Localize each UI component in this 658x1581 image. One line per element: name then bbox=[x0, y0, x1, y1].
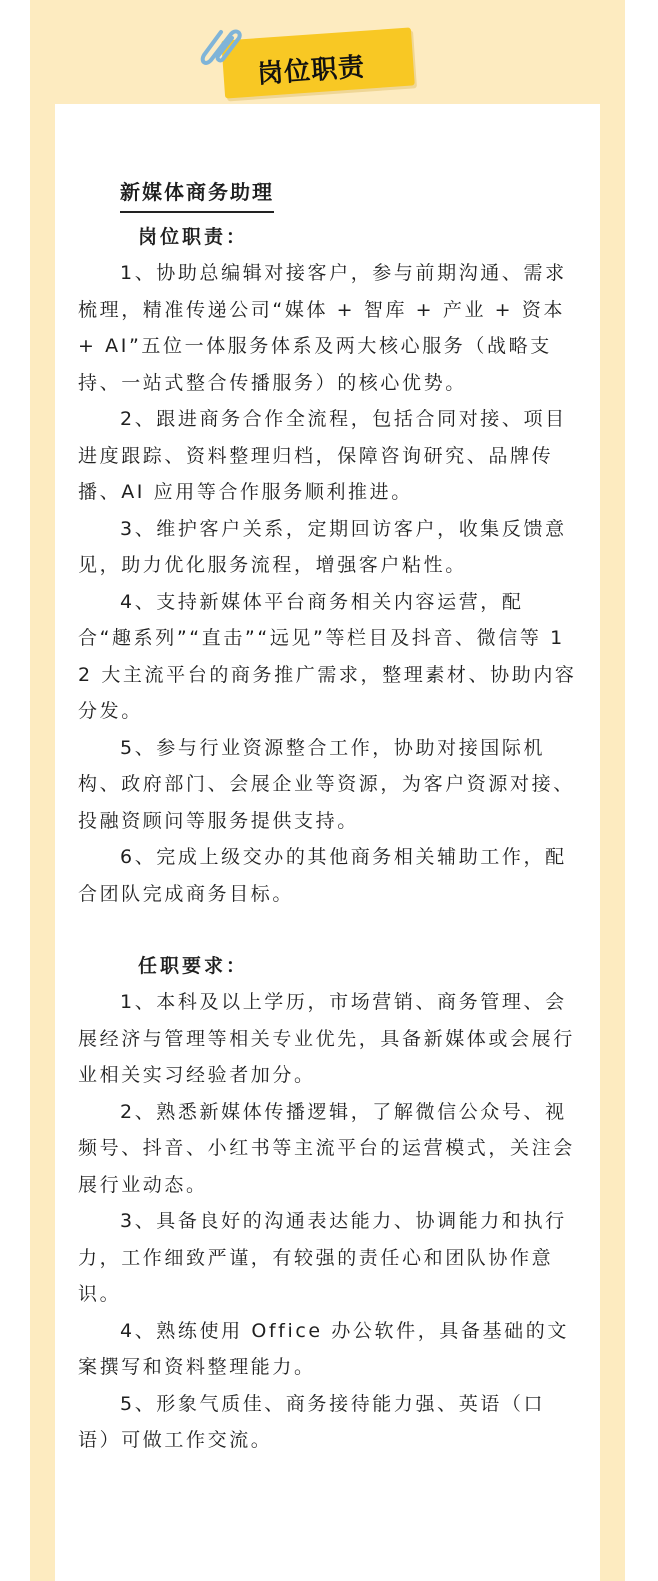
duty-item: 3、维护客户关系，定期回访客户，收集反馈意见，助力优化服务流程，增强客户粘性。 bbox=[78, 517, 567, 576]
paperclip-icon bbox=[197, 20, 249, 72]
requirement-item: 3、具备良好的沟通表达能力、协调能力和执行力，工作细致严谨，有较强的责任心和团队协作意识。 bbox=[78, 1210, 567, 1305]
badge-label: 岗位职责 bbox=[256, 52, 367, 90]
duty-item: 1、协助总编辑对接客户，参与前期沟通、需求梳理，精准传递公司“媒体 + 智库 + 产业 + 资本 + AI”五位一体服务体系及两大核心服务（战略支持、一站式整合传播服务）的核心优势。 bbox=[78, 262, 567, 394]
job-description bbox=[78, 176, 578, 1459]
duty-item: 5、参与行业资源整合工作，协助对接国际机构、政府部门、会展企业等资源，为客户资源对接、投融资顾问等服务提供支持。 bbox=[78, 736, 575, 832]
requirement-item: 2、熟悉新媒体传播逻辑，了解微信公众号、视频号、抖音、小红书等主流平台的运营模式，关注会展行业动态。 bbox=[78, 1100, 575, 1196]
requirement-item: 5、形象气质佳、商务接待能力强、英语（口语）可做工作交流。 bbox=[78, 1392, 546, 1451]
requirement-item: 4、熟练使用 Office 办公软件，具备基础的文案撰写和资料整理能力。 bbox=[78, 1319, 569, 1378]
duties-heading: 岗位职责： bbox=[138, 226, 249, 248]
job-title: 新媒体商务助理 bbox=[120, 176, 274, 213]
requirement-item: 1、本科及以上学历，市场营销、商务管理、会展经济与管理等相关专业优先，具备新媒体或会展行业相关实习经验者加分。 bbox=[78, 991, 575, 1086]
duty-item: 4、支持新媒体平台商务相关内容运营，配合“趣系列”“直击”“远见”等栏目及抖音、微信等 12 大主流平台的商务推广需求，整理素材、协助内容分发。 bbox=[78, 590, 577, 722]
duty-item: 6、完成上级交办的其他商务相关辅助工作，配合团队完成商务目标。 bbox=[78, 846, 567, 905]
requirements-heading: 任职要求： bbox=[138, 955, 249, 977]
duty-item: 2、跟进商务合作全流程，包括合同对接、项目进度跟踪、资料整理归档，保障咨询研究、品牌传播、AI 应用等合作服务顺利推进。 bbox=[78, 408, 567, 503]
spacer bbox=[78, 912, 578, 948]
section-badge bbox=[195, 18, 425, 98]
